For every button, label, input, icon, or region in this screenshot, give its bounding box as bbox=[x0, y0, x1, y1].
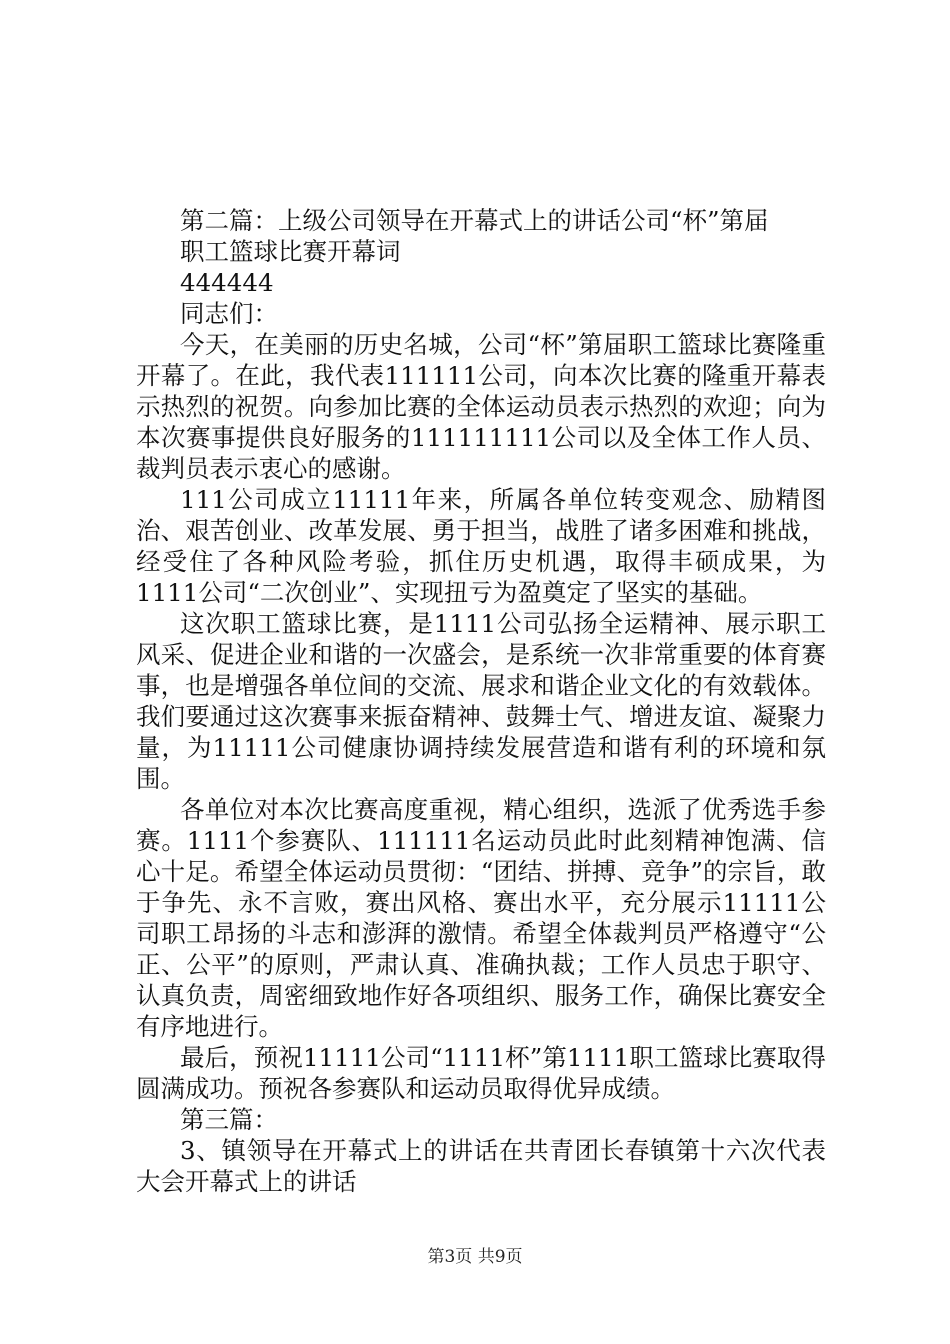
paragraph-1: 今天，在美丽的历史名城，公司“杯”第届职工篮球比赛隆重开幕了。在此，我代表111111公司，向本次比赛的隆重开幕表示热烈的祝贺。向参加比赛的全体运动员表示热烈的欢迎；向为本次赛事提供良好服务的111111111公司以及全体工作人员、裁判员表示衷心的感谢。 bbox=[136, 330, 826, 483]
page-number-footer: 第3页 共9页 bbox=[427, 1247, 523, 1267]
section-3-title: 第三篇： bbox=[180, 1105, 278, 1134]
paragraph-5: 最后，预祝11111公司“1111杯”第1111职工篮球比赛取得圆满成功。预祝各参赛队和运动员取得优异成绩。 bbox=[136, 1043, 826, 1103]
title-line-1: 第二篇：上级公司领导在开幕式上的讲话公司“杯”第届 bbox=[180, 206, 769, 235]
paragraph-2: 111公司成立11111年来，所属各单位转变观念、励精图治、艰苦创业、改革发展、勇于担当，战胜了诸多困难和挑战，经受住了各种风险考验，抓住历史机遇，取得丰硕成果，为1111公司“二次创业”、实现扭亏为盈奠定了坚实的基础。 bbox=[136, 485, 826, 607]
title-line-2: 职工篮球比赛开幕词 bbox=[180, 237, 401, 266]
paragraph-4: 各单位对本次比赛高度重视，精心组织，选派了优秀选手参赛。1111个参赛队、111111名运动员此时此刻精神饱满、信心十足。希望全体运动员贯彻：“团结、拼搏、竞争”的宗旨，敢于争先、永不言败，赛出风格、赛出水平，充分展示11111公司职工昂扬的斗志和澎湃的激情。希望全体裁判员严格遵守“公正、公平”的原则，严肃认真、准确执裁；工作人员忠于职守、认真负责，周密细致地作好各项组织、服务工作，确保比赛安全有序地进行。 bbox=[136, 795, 826, 1041]
salutation: 同志们： bbox=[180, 299, 278, 328]
document-code: 444444 bbox=[180, 268, 274, 297]
document-title bbox=[136, 205, 826, 267]
document-body bbox=[136, 205, 826, 1197]
paragraph-3: 这次职工篮球比赛，是1111公司弘扬全运精神、展示职工风采、促进企业和谐的一次盛会，是系统一次非常重要的体育赛事，也是增强各单位间的交流、展求和谐企业文化的有效载体。我们要通过这次赛事来振奋精神、鼓舞士气、增进友谊、凝聚力量，为11111公司健康协调持续发展营造和谐有利的环境和氛围。 bbox=[136, 609, 826, 793]
section-3-paragraph: 3、镇领导在开幕式上的讲话在共青团长春镇第十六次代表大会开幕式上的讲话 bbox=[136, 1136, 826, 1196]
